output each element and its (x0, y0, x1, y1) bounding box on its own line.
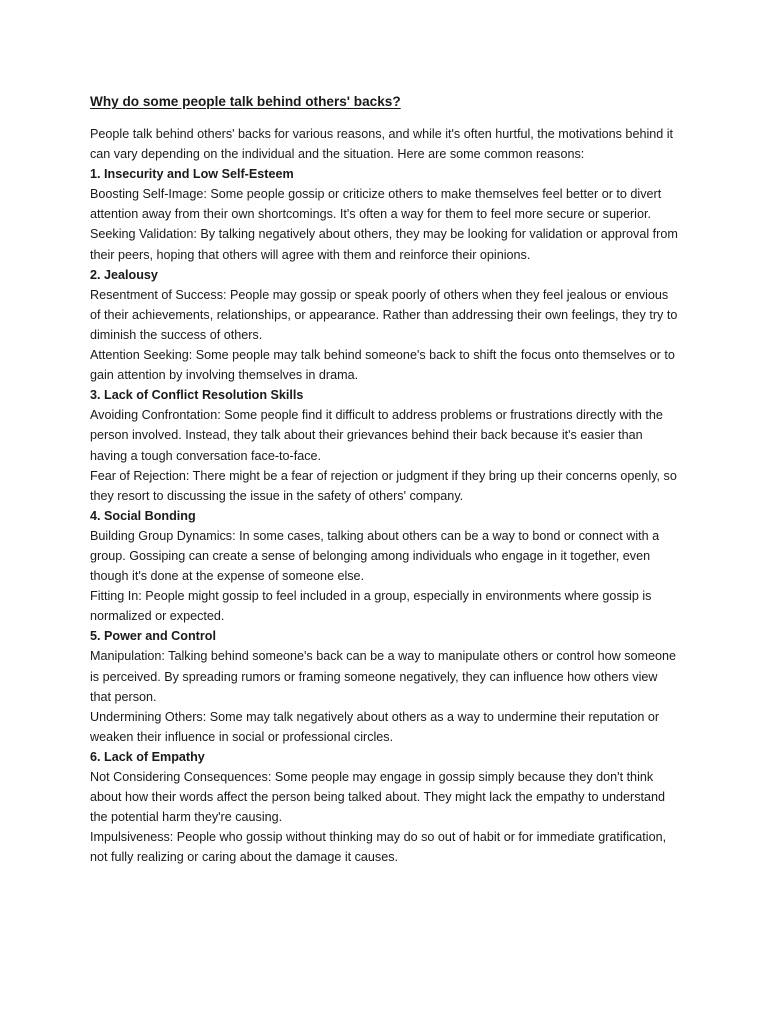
section-paragraph: Fear of Rejection: There might be a fear of rejection or judgment if they bring up their concerns openly, so they resort to discussing the issue in the safety of others' company. (90, 468, 677, 503)
section-jealousy (90, 265, 680, 386)
section-paragraph: Not Considering Consequences: Some people may engage in gossip simply because they don't think about how their words affect the person being talked about. They might lack the empathy to understand the potential harm they're causing. (90, 770, 666, 825)
section-heading: 6. Lack of Empathy (90, 749, 205, 764)
section-paragraph: Attention Seeking: Some people may talk behind someone's back to shift the focus onto themselves or to gain attention by involving themselves in drama. (90, 348, 675, 383)
section-paragraph: Fitting In: People might gossip to feel included in a group, especially in environments where gossip is normalized or expected. (90, 589, 652, 624)
section-heading: 1. Insecurity and Low Self-Esteem (90, 167, 294, 182)
section-heading: 5. Power and Control (90, 629, 216, 644)
section-conflict-resolution (90, 385, 680, 506)
section-heading: 2. Jealousy (90, 267, 158, 282)
section-paragraph: Resentment of Success: People may gossip or speak poorly of others when they feel jealous or envious of their achievements, relationships, or appearance. Rather than addressing their own feelings, they try to diminish the success of others. (90, 287, 678, 342)
section-paragraph: Building Group Dynamics: In some cases, talking about others can be a way to bond or connect with a group. Gossiping can create a sense of belonging among individuals who engage in it together, even though it's done at the expense of someone else. (90, 528, 660, 584)
section-heading: 4. Social Bonding (90, 508, 196, 523)
section-social-bonding (90, 506, 680, 627)
document-page (90, 92, 680, 867)
section-heading: 3. Lack of Conflict Resolution Skills (90, 388, 304, 403)
document-title: Why do some people talk behind others' backs? (90, 94, 401, 109)
section-power-control (90, 626, 680, 747)
section-paragraph: Avoiding Confrontation: Some people find it difficult to address problems or frustrations directly with the person involved. Instead, they talk about their grievances behind their back because it's easier than having a tough conversation face-to-face. (90, 408, 663, 463)
section-paragraph: Undermining Others: Some may talk negatively about others as a way to undermine their reputation or weaken their influence in social or professional circles. (90, 709, 660, 744)
section-paragraph: Seeking Validation: By talking negatively about others, they may be looking for validation or approval from their peers, hoping that others will agree with them and reinforce their opinions. (90, 227, 678, 262)
section-paragraph: Boosting Self-Image: Some people gossip or criticize others to make themselves feel better or to divert attention away from their own shortcomings. It's often a way for them to feel more secure or superior. (90, 187, 662, 222)
section-paragraph: Manipulation: Talking behind someone's back can be a way to manipulate others or control how someone is perceived. By spreading rumors or framing someone negatively, they can influence how others view that person. (90, 649, 677, 704)
intro-paragraph: People talk behind others' backs for various reasons, and while it's often hurtful, the motivations behind it can vary depending on the individual and the situation. Here are some common reasons: (90, 127, 674, 162)
section-lack-of-empathy (90, 747, 680, 868)
section-paragraph: Impulsiveness: People who gossip without thinking may do so out of habit or for immediate gratification, not fully realizing or caring about the damage it causes. (90, 830, 667, 865)
section-insecurity (90, 164, 680, 264)
